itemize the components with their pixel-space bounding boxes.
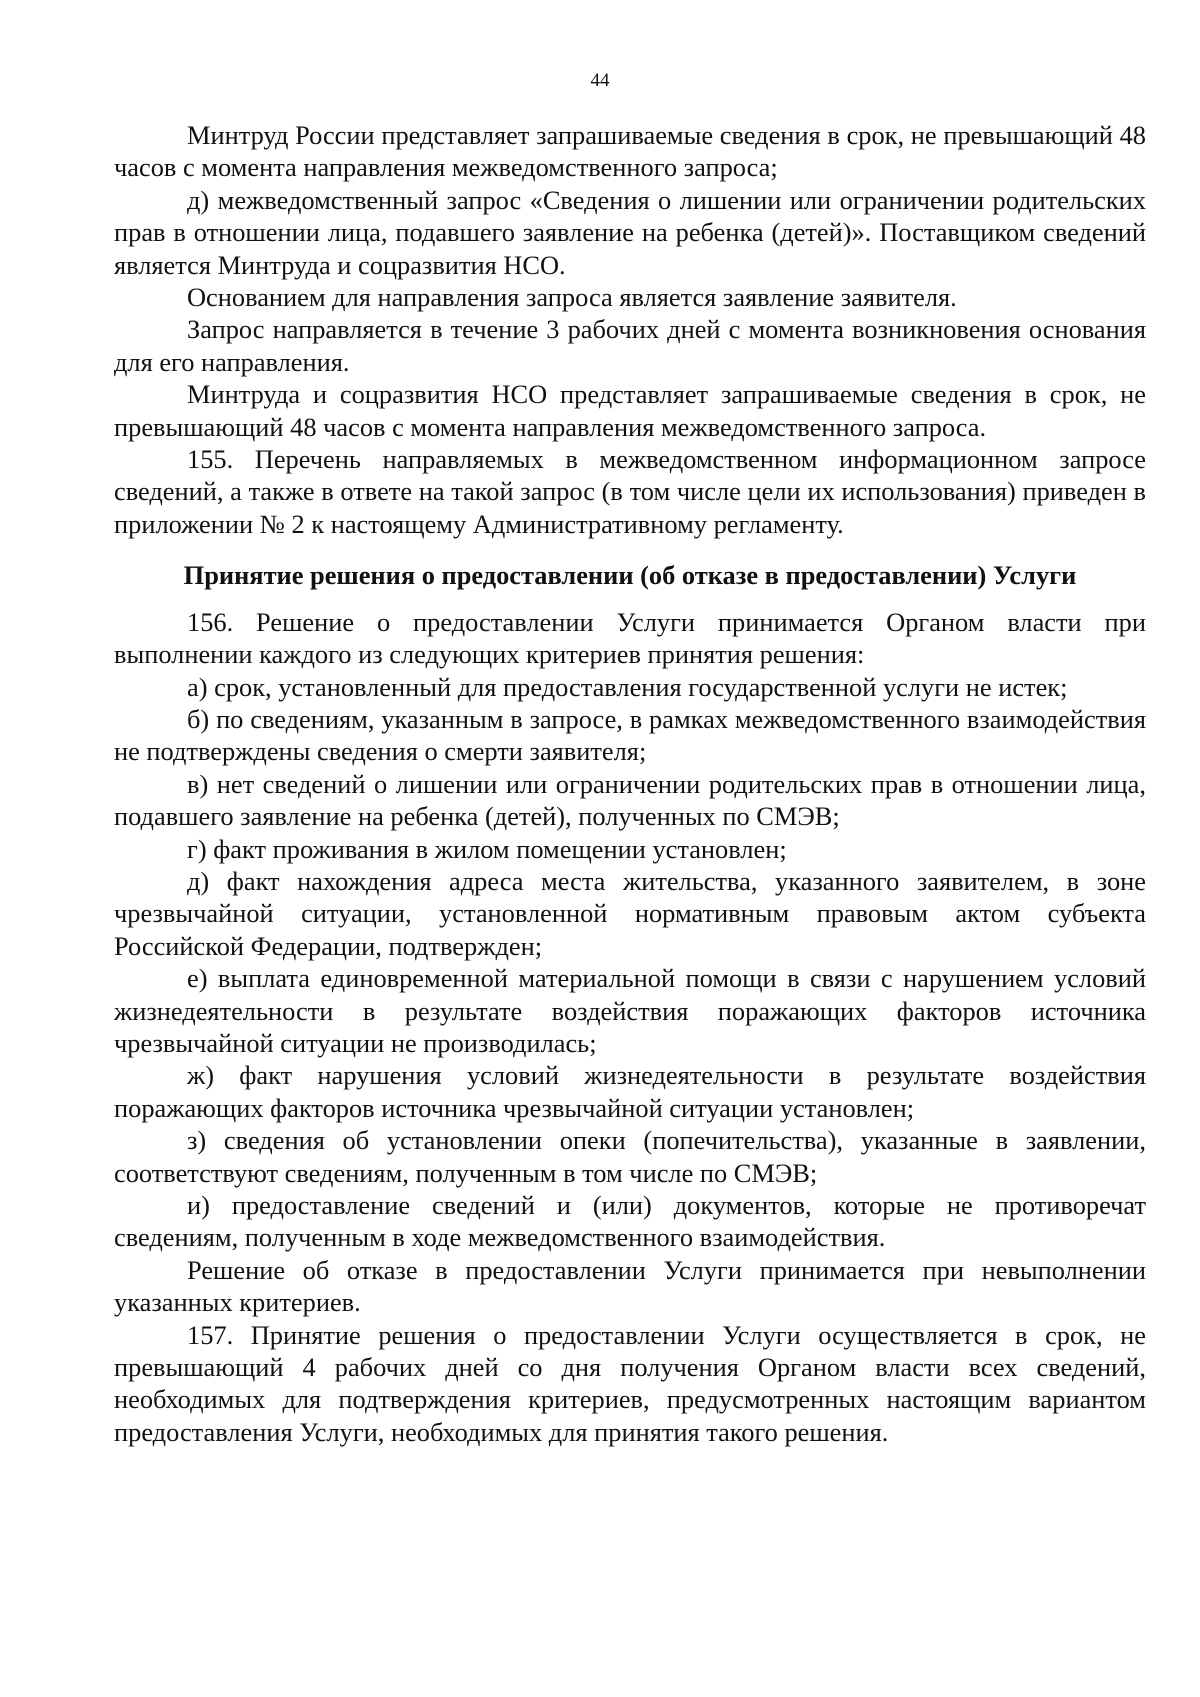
criterion-g: г) факт проживания в жилом помещении установлен;	[187, 833, 787, 864]
paragraph-request-timing: Запрос направляется в течение 3 рабочих дней с момента возникновения основания для его направления.	[114, 314, 1146, 377]
criterion-v: в) нет сведений о лишении или ограничении родительских прав в отношении лица, подавшего заявление на ребенка (детей), полученных по СМЭВ;	[114, 768, 1146, 832]
criterion-i: и) предоставление сведений и (или) документов, которые не противоречат сведениям, полученным в ходе межведомственного взаимодействия.	[114, 1190, 1146, 1253]
paragraph-refusal-decision: Решение об отказе в предоставлении Услуги принимается при невыполнении указанных критериев.	[114, 1254, 1146, 1318]
criterion-d: д) факт нахождения адреса места жительства, указанного заявителем, в зоне чрезвычайной ситуации, установленной нормативным правовым актом субъекта Российской Федерации, подтвержден;	[114, 865, 1146, 961]
paragraph-request-basis: Основанием для направления запроса является заявление заявителя.	[187, 282, 957, 313]
document-body	[114, 119, 1146, 1448]
paragraph-request-d-parental-rights: д) межведомственный запрос «Сведения о лишении или ограничении родительских прав в отношении лица, подавшего заявление на ребенка (детей)». Поставщиком сведений является Минтруда и соцразвития НСО.	[114, 184, 1146, 280]
paragraph-156-decision-criteria: 156. Решение о предоставлении Услуги принимается Органом власти при выполнении каждого из следующих критериев принятия решения:	[114, 606, 1146, 670]
criterion-zh: ж) факт нарушения условий жизнедеятельности в результате воздействия поражающих факторов источника чрезвычайной ситуации установлен;	[114, 1060, 1146, 1123]
criterion-e: е) выплата единовременной материальной помощи в связи с нарушением условий жизнедеятельности в результате воздействия поражающих факторов источника чрезвычайной ситуации не производилась;	[114, 963, 1146, 1058]
paragraph-nso-response-term: Минтруда и соцразвития НСО представляет запрашиваемые сведения в срок, не превышающий 48 часов с момента направления межведомственного запроса.	[114, 379, 1146, 442]
section-heading: Принятие решения о предоставлении (об отказе в предоставлении) Услуги	[183, 560, 1077, 591]
criterion-z: з) сведения об установлении опеки (попечительства), указанные в заявлении, соответствуют сведениям, полученным в том числе по СМЭВ;	[114, 1125, 1146, 1188]
paragraph-155-info-list: 155. Перечень направляемых в межведомственном информационном запросе сведений, а также в ответе на такой запрос (в том числе цели их использования) приведен в приложении № 2 к настоящему Административному регламенту.	[114, 444, 1146, 539]
page-number: 44	[590, 70, 610, 91]
criterion-b: б) по сведениям, указанным в запросе, в рамках межведомственного взаимодействия не подтверждены сведения о смерти заявителя;	[114, 703, 1146, 767]
paragraph-157-decision-term: 157. Принятие решения о предоставлении Услуги осуществляется в срок, не превышающий 4 рабочих дней со дня получения Органом власти всех сведений, необходимых для подтверждения критериев, предусмотренных настоящим вариантом предоставления Услуги, необходимых для принятия такого решения.	[114, 1319, 1146, 1447]
criterion-a: а) срок, установленный для предоставления государственной услуги не истек;	[187, 671, 1068, 702]
paragraph-mintrud-response-term: Минтруд России представляет запрашиваемые сведения в срок, не превышающий 48 часов с момента направления межведомственного запроса;	[114, 120, 1146, 183]
